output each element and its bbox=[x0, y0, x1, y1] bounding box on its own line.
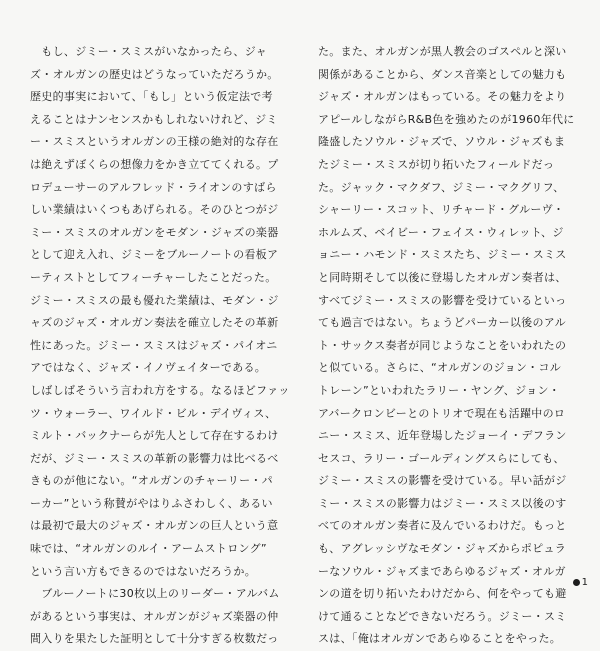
text-line: しばしばそういう言われ方をする。なるほどファッ bbox=[30, 383, 290, 397]
right-text-column bbox=[318, 41, 578, 651]
text-line: スは、「俺はオルガンであらゆることをやった。 bbox=[318, 632, 562, 646]
text-line: ロデューサーのアルフレッド・ライオンのすばら bbox=[30, 180, 277, 194]
text-line: ーティストとしてフィーチャーしたことだった。 bbox=[30, 270, 277, 284]
text-line: 間入りを果たした証明として十分すぎる枚数だっ bbox=[30, 632, 279, 646]
text-line: きものが他にない。“オルガンのチャーリー・パ bbox=[30, 474, 273, 488]
text-line: た。ジャック・マクダフ、ジミー・マクグリフ、 bbox=[318, 180, 565, 194]
text-line: アピールしながらR&B色を強めたのが1960年代に bbox=[318, 112, 575, 126]
text-line: ジャズ・オルガンはもっている。その魅力をより bbox=[318, 90, 567, 104]
text-line: 味では、“オルガンのルイ・アームストロング” bbox=[30, 542, 267, 556]
text-line: ズ・オルガンの歴史はどうなっていただろうか。 bbox=[30, 67, 279, 81]
text-line: ミー・スミスのオルガンをモダン・ジャズの楽器 bbox=[30, 225, 279, 239]
text-line: しい業績はいくつもあげられる。そのひとつがジ bbox=[30, 203, 279, 217]
text-line: 関係があることから、ダンス音楽としての魅力も bbox=[318, 67, 567, 81]
text-line: アではなく、ジャズ・イノヴェイターである。 bbox=[30, 361, 267, 375]
text-line: は最初で最大のジャズ・オルガンの巨人という意 bbox=[30, 519, 279, 533]
left-text-column bbox=[30, 41, 290, 651]
text-line: は絶えずぼくらの想像力をかき立ててくれる。プ bbox=[30, 157, 279, 171]
text-line: ジミー・スミスの最も優れた業績は、モダン・ジ bbox=[30, 293, 279, 307]
text-line: という言い方もできるのではないだろうか。 bbox=[30, 564, 256, 578]
text-line: た。また、オルガンが黒人教会のゴスペルと深い bbox=[318, 45, 567, 58]
text-line: と似ている。さらに、“オルガンのジョン・コル bbox=[318, 361, 562, 375]
text-line: ョニー・ハモンド・スミスたち、ジミー・スミス bbox=[318, 248, 567, 262]
text-line: として迎え入れ、ジミーをブルーノートの看板ア bbox=[30, 248, 279, 262]
text-line: ト・サックス奏者が同じようなことをいわれたの bbox=[318, 338, 567, 352]
text-line: けて通ることなどできないだろう。ジミー・スミ bbox=[318, 609, 567, 623]
text-line: ンの道を切り拓いたわけだから、何をやっても避 bbox=[318, 587, 567, 601]
text-line: ーカー”という称賛がやはりふさわしく、あるい bbox=[30, 496, 273, 510]
text-line: と同時期そして以後に登場したオルガン奏者は、 bbox=[318, 270, 567, 284]
text-line: トレーン”といわれたラリー・ヤング、ジョン・ bbox=[318, 383, 561, 397]
text-line: ても過言ではない。ちょうどパーカー以後のアル bbox=[318, 316, 566, 330]
text-line: たジミー・スミスが切り拓いたフィールドだっ bbox=[318, 157, 555, 171]
text-line: ホルムズ、ベイビー・フェイス・ウィレット、ジ bbox=[318, 225, 564, 239]
text-line: 性にあった。ジミー・スミスはジャズ・パイオニ bbox=[30, 338, 278, 352]
text-line: 歴史的事実において、「もし」という仮定法で考 bbox=[30, 90, 273, 104]
text-line: べてのオルガン奏者に及んでいるわけだ。もっと bbox=[318, 519, 567, 533]
text-line: もし、ジミー・スミスがいなかったら、ジャ bbox=[30, 45, 268, 58]
text-line: ャズのジャズ・オルガン奏法を確立したその革新 bbox=[30, 316, 279, 330]
text-line: ー・スミスというオルガンの王様の絶対的な存在 bbox=[30, 135, 279, 149]
text-line: アバークロンビーとのトリオで現在も活躍中のロ bbox=[318, 406, 566, 420]
text-line: すべてジミー・スミスの影響を受けているといっ bbox=[318, 293, 567, 307]
page-number bbox=[573, 577, 588, 588]
text-line: ニー・スミス、近年登場したジョーイ・デフラン bbox=[318, 429, 567, 443]
text-line: があるという事実は、オルガンがジャズ楽器の仲 bbox=[30, 609, 279, 623]
text-line: ミー・スミスの影響力はジミー・スミス以後のす bbox=[318, 496, 567, 510]
page-dot-icon bbox=[573, 579, 580, 586]
text-line: も、アグレッシヴなモダン・ジャズからポピュラ bbox=[318, 542, 567, 556]
page-number-label: 1 bbox=[581, 577, 588, 588]
text-line: ツ・ウォーラー、ワイルド・ビル・デイヴィス、 bbox=[30, 406, 277, 420]
text-line: ブルーノートに30枚以上のリーダー・アルバム bbox=[30, 587, 280, 601]
text-line: ーなソウル・ジャズまであらゆるジャズ・オルガ bbox=[318, 564, 566, 578]
text-line: だが、ジミー・スミスの革新の影響力は比べるべ bbox=[30, 451, 279, 465]
text-line: セスコ、ラリー・ゴールディングスらにしても、 bbox=[318, 451, 565, 465]
text-line: 隆盛したソウル・ジャズで、ソウル・ジャズもま bbox=[318, 135, 566, 149]
text-line: えることはナンセンスかもしれないけれど、ジミ bbox=[30, 112, 278, 126]
text-line: ジミー・スミスの影響を受けている。早い話がジ bbox=[318, 474, 567, 488]
text-line: ミルト・バックナーらが先人として存在するわけ bbox=[30, 429, 279, 443]
text-line: シャーリー・スコット、リチャード・グルーヴ・ bbox=[318, 203, 565, 217]
